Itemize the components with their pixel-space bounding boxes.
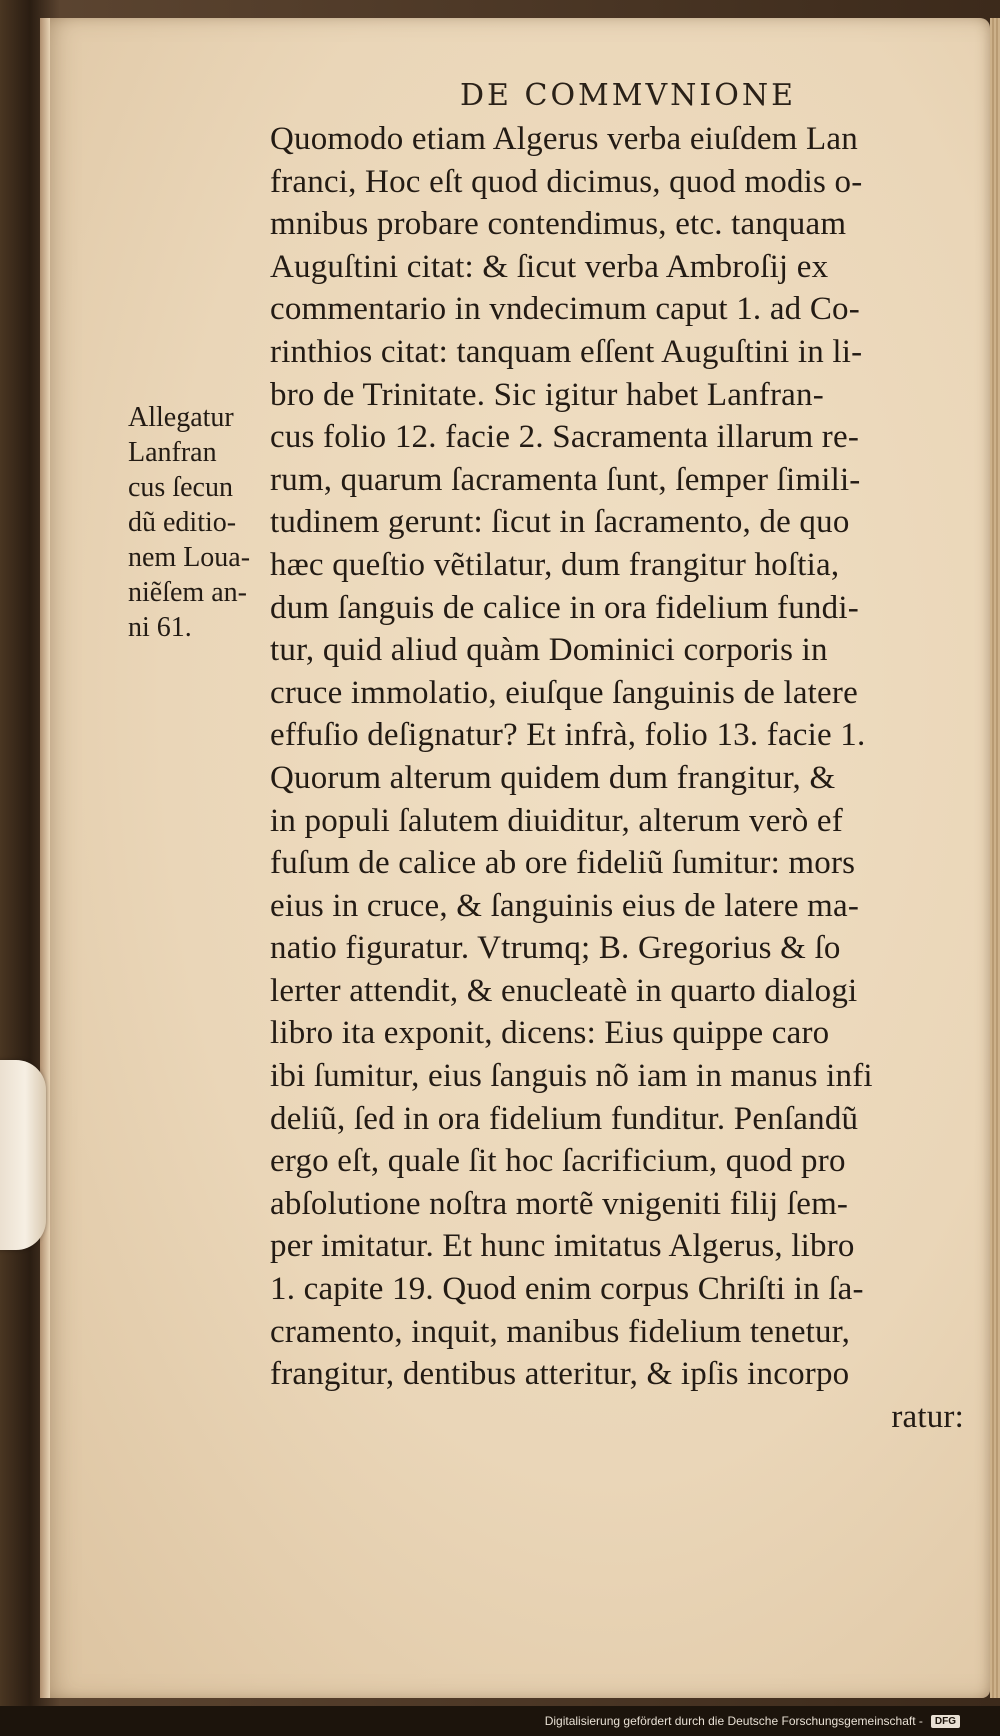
body-line: rinthios citat: tanquam eſſent Auguſtini in li- bbox=[270, 333, 863, 370]
marginal-line: ni 61. bbox=[128, 612, 192, 643]
body-line: bro de Trinitate. Sic igitur habet Lanfran- bbox=[270, 376, 824, 413]
running-head: DE COMMVNIONE bbox=[460, 78, 796, 113]
body-line: Quorum alterum quidem dum frangitur, & bbox=[270, 759, 836, 796]
body-line: tur, quid aliud quàm Dominici corporis in bbox=[270, 632, 828, 669]
footer-credit: Digitalisierung gefördert durch die Deutsche Forschungsgemeinschaft - bbox=[544, 1714, 923, 1728]
body-line: mnibus probare contendimus, etc. tanquam bbox=[270, 206, 847, 243]
dfg-logo: DFG bbox=[931, 1715, 960, 1728]
body-line: abſolutione noſtra mortẽ vnigeniti filij ſem- bbox=[270, 1185, 849, 1222]
body-line: tudinem gerunt: ſicut in ſacramento, de quo bbox=[270, 504, 850, 541]
body-line: fuſum de calice ab ore fideliũ ſumitur: mors bbox=[270, 845, 856, 882]
body-line: natio figuratur. Vtrumq; B. Gregorius & ſo bbox=[270, 930, 841, 967]
page-fore-edge bbox=[990, 18, 1000, 1698]
marginal-line: Allegatur bbox=[128, 402, 234, 433]
body-line: hæc queſtio vẽtilatur, dum frangitur hoſtia, bbox=[270, 546, 840, 583]
body-line: effuſio deſignatur? Et infrà, folio 13. facie 1. bbox=[270, 717, 866, 754]
body-line: dum ſanguis de calice in ora fidelium fundi- bbox=[270, 589, 859, 626]
body-line: frangitur, dentibus atteritur, & ipſis incorpo bbox=[270, 1356, 850, 1393]
body-line: 1. capite 19. Quod enim corpus Chriſti in ſa- bbox=[270, 1271, 864, 1308]
body-line: Quomodo etiam Algerus verba eiuſdem Lan bbox=[270, 121, 858, 157]
page-gutter bbox=[40, 18, 50, 1698]
marginal-line: niẽſem an- bbox=[128, 577, 247, 608]
marginal-line: Lanfran bbox=[128, 437, 217, 468]
body-text bbox=[270, 118, 970, 1438]
body-line: cramento, inquit, manibus fidelium tenetur, bbox=[270, 1313, 851, 1350]
body-line: deliũ, ſed in ora fidelium funditur. Penſandũ bbox=[270, 1100, 859, 1137]
marginal-line: cus ſecun bbox=[128, 472, 233, 503]
digitization-footer bbox=[0, 1706, 1000, 1736]
body-line: cruce immolatio, eiuſque ſanguinis de latere bbox=[270, 674, 858, 711]
page-clip bbox=[0, 1060, 46, 1250]
body-line: rum, quarum ſacramenta ſunt, ſemper ſimili- bbox=[270, 461, 861, 498]
body-line: ergo eſt, quale ſit hoc ſacrificium, quod pro bbox=[270, 1143, 846, 1180]
marginal-line: nem Loua- bbox=[128, 542, 251, 573]
body-line: per imitatur. Et hunc imitatus Algerus, libro bbox=[270, 1228, 855, 1265]
body-line: libro ita exponit, dicens: Eius quippe caro bbox=[270, 1015, 830, 1052]
marginal-note bbox=[128, 400, 278, 645]
marginal-line: dũ editio- bbox=[128, 507, 237, 538]
body-line: ibi ſumitur, eius ſanguis nõ iam in manus infi bbox=[270, 1058, 873, 1095]
body-line: franci, Hoc eſt quod dicimus, quod modis o- bbox=[270, 163, 863, 200]
catchword: ratur: bbox=[891, 1398, 964, 1435]
body-line: Auguſtini citat: & ſicut verba Ambroſij ex bbox=[270, 248, 829, 285]
body-line: in populi ſalutem diuiditur, alterum verò ef bbox=[270, 802, 843, 839]
body-line: eius in cruce, & ſanguinis eius de latere ma- bbox=[270, 887, 860, 924]
body-line: cus folio 12. facie 2. Sacramenta illarum re- bbox=[270, 419, 860, 456]
body-line: lerter attendit, & enucleatè in quarto dialogi bbox=[270, 972, 858, 1009]
body-line: commentario in vndecimum caput 1. ad Co- bbox=[270, 291, 860, 328]
